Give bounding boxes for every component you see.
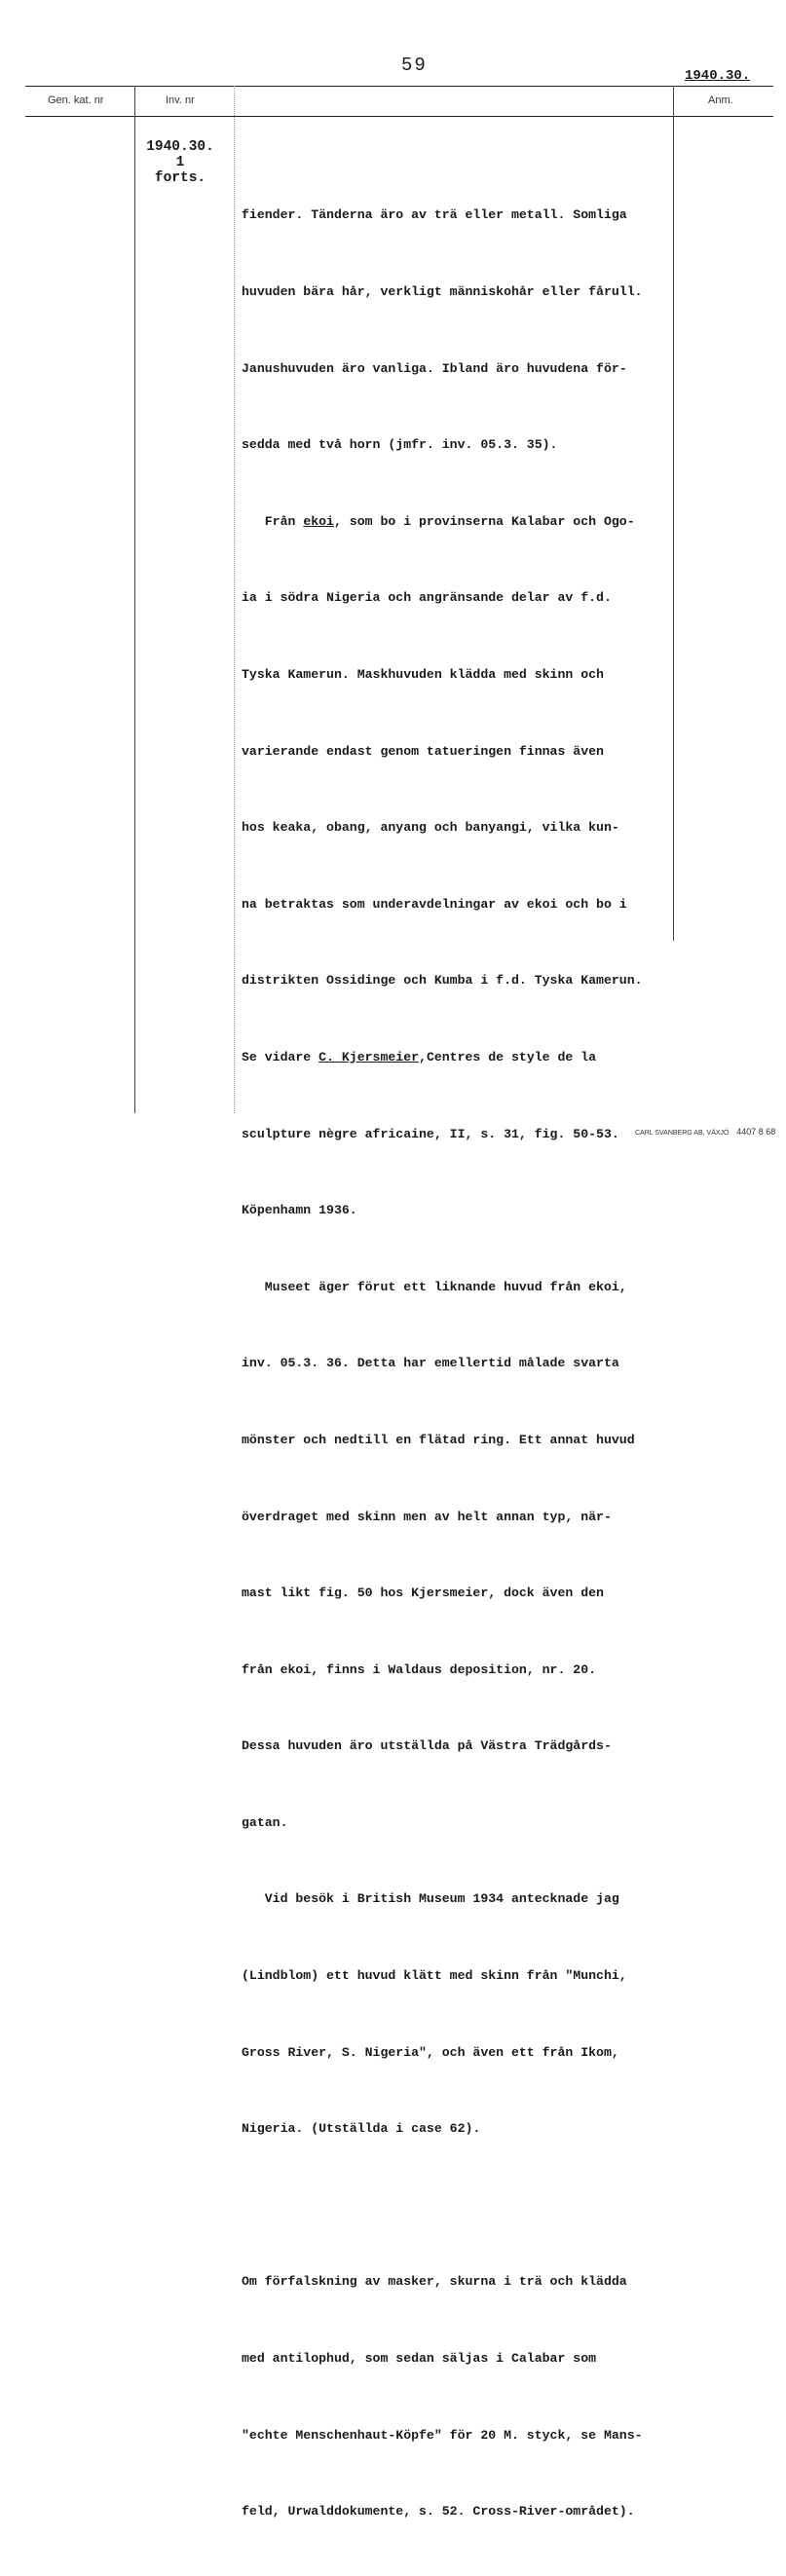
text-line: ia i södra Nigeria och angränsande delar av f.d. — [242, 590, 612, 606]
text-line — [242, 1045, 690, 1070]
text-line: mönster och nedtill en flätad ring. Ett annat huvud — [242, 1432, 635, 1447]
column-divider-inv — [234, 86, 235, 1113]
text-line: (Lindblom) ett huvud klätt med skinn från "Munchi, — [242, 1968, 627, 1984]
text-line: Museet äger förut ett liknande huvud från ekoi, — [242, 1279, 627, 1294]
text-segment: Se vidare — [242, 1049, 319, 1064]
text-line: Janushuvuden äro vanliga. Ibland äro huvudena för- — [242, 360, 627, 376]
text-line: Gross River, S. Nigeria", och även ett från Ikom, — [242, 2044, 619, 2060]
header-top-rule — [25, 86, 773, 87]
text-line: fiender. Tänderna äro av trä eller metall. Somliga — [242, 207, 627, 223]
text-line: mast likt fig. 50 hos Kjersmeier, dock även den — [242, 1586, 604, 1601]
text-line: Tyska Kamerun. Maskhuvuden klädda med skinn och — [242, 666, 604, 682]
text-line: varierande endast genom tatueringen finnas även — [242, 743, 604, 759]
inventory-entry — [136, 139, 224, 186]
header-bottom-rule — [25, 116, 773, 117]
text-line: gatan. — [242, 1814, 288, 1830]
text-line: från ekoi, finns i Waldaus deposition, nr. 20. — [242, 1661, 597, 1677]
text-line — [242, 509, 690, 535]
text-line: Köpenhamn 1936. — [242, 1203, 357, 1218]
column-header-inv-nr: Inv. nr — [166, 94, 195, 106]
column-divider-left — [134, 86, 135, 1113]
text-line: "echte Menschenhaut-Köpfe" för 20 M. styck, se Mans- — [242, 2427, 643, 2443]
text-segment: , som bo i provinserna Kalabar och Ogo- — [333, 513, 635, 529]
printer-footer — [635, 1127, 775, 1137]
column-header-anm: Anm. — [708, 94, 733, 106]
text-segment: Från — [242, 513, 304, 529]
text-line: sculpture nègre africaine, II, s. 31, fig. 50-53. — [242, 1126, 619, 1141]
underlined-author: C. Kjersmeier — [318, 1049, 420, 1064]
text-line: Vid besök i British Museum 1934 antecknade jag — [242, 1891, 619, 1907]
inventory-sub-number: 1 — [175, 155, 185, 170]
corner-reference: 1940.30. — [685, 68, 751, 84]
text-line: distrikten Ossidinge och Kumba i f.d. Tyska Kamerun. — [242, 973, 643, 989]
typed-description — [242, 152, 690, 2576]
form-code: 4407 8 68 — [736, 1127, 776, 1137]
inventory-continued: forts. — [154, 170, 206, 186]
text-line: överdraget med skinn men av helt annan typ, när- — [242, 1509, 612, 1524]
text-line: na betraktas som underavdelningar av ekoi och bo i — [242, 896, 627, 912]
underlined-term: ekoi — [303, 513, 334, 529]
text-line: hos keaka, obang, anyang och banyangi, vilka kun- — [242, 820, 619, 836]
text-line: Nigeria. (Utställda i case 62). — [242, 2121, 481, 2137]
inventory-number: 1940.30. — [146, 139, 214, 155]
text-line: sedda med två horn (jmfr. inv. 05.3. 35). — [242, 437, 558, 453]
text-segment: ,Centres de style de la — [419, 1049, 597, 1064]
text-line: Om förfalskning av masker, skurna i trä och klädda — [242, 2274, 627, 2290]
text-line: inv. 05.3. 36. Detta har emellertid målade svarta — [242, 1356, 619, 1371]
text-line: feld, Urwalddokumente, s. 52. Cross-River-området). — [242, 2504, 635, 2520]
text-line: med antilophud, som sedan säljas i Calabar som — [242, 2351, 597, 2367]
paragraph-gap — [242, 2193, 690, 2219]
text-line: huvuden bära hår, verkligt människohår eller fårull. — [242, 284, 643, 299]
page-number: 59 — [401, 55, 428, 76]
text-line: Dessa huvuden äro utställda på Västra Trädgårds- — [242, 1738, 612, 1754]
printer-name: CARL SVANBERG AB, VÄXJÖ — [635, 1130, 730, 1137]
column-header-gen-kat-nr: Gen. kat. nr — [48, 94, 104, 106]
